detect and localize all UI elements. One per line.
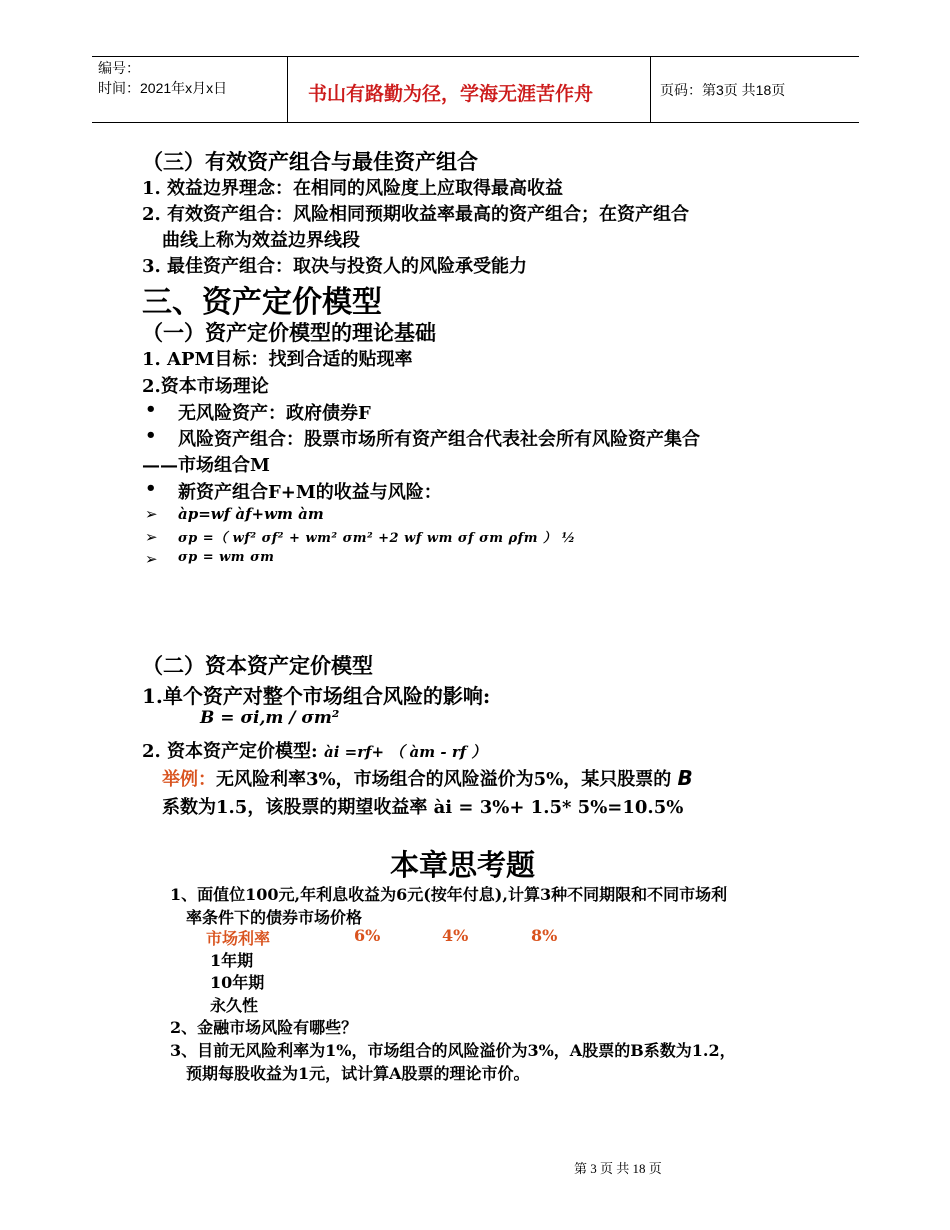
- question-1: 1、面值位100元,年利息收益为6元(按年付息),计算3种不同期限和不同市场利: [170, 885, 728, 904]
- example-text: 无风险利率3%，市场组合的风险溢价为5%，某只股票的: [216, 769, 672, 790]
- formula-beta: B = σi,m / σm²: [200, 708, 340, 728]
- table-header-6: 6%: [354, 926, 381, 945]
- questions-title: 本章思考题: [390, 848, 536, 882]
- table-header-4: 4%: [442, 926, 469, 945]
- list-item: 1. 效益边界理念：在相同的风险度上应取得最高收益: [142, 178, 564, 199]
- bullet-text: 风险资产组合：股票市场所有资产组合代表社会所有风险资产集合: [178, 429, 700, 450]
- table-row-label: 10年期: [210, 973, 265, 992]
- footer-page-number: 第 3 页 共 18 页: [574, 1161, 662, 1176]
- example-line-continuation: 系数为1.5，该股票的期望收益率 ài = 3%+ 1.5* 5%=10.5%: [162, 797, 684, 818]
- list-item: 3. 最佳资产组合：取决与投资人的风险承受能力: [142, 256, 528, 277]
- formula-capm: ài =rf+ （ àm - rf ）: [323, 743, 487, 761]
- example-line: [162, 765, 693, 791]
- bullet-dot: •: [145, 425, 157, 446]
- list-item-continuation: 曲线上称为效益边界线段: [162, 230, 360, 251]
- bullet-dot: •: [145, 399, 157, 420]
- header-time-label: 时间：2021年x月x日: [98, 80, 228, 96]
- bullet-dot: •: [145, 478, 157, 499]
- list-item: 2.资本市场理论: [142, 376, 269, 397]
- bullet-text: 新资产组合F+M的收益与风险：: [178, 482, 442, 503]
- formula-portfolio-risk-simplified: σp = wm σm: [178, 550, 275, 565]
- formula-portfolio-risk: σp =（ wf² σf² + wm² σm² +2 wf wm σf σm ρfm ） ½: [178, 531, 576, 546]
- capm-label: 2. 资本资产定价模型:: [142, 741, 318, 762]
- table-header-rate: 市场利率: [206, 929, 271, 948]
- arrow-bullet-icon: ➢: [145, 550, 158, 568]
- section-heading-capm: （二）资本资产定价模型: [142, 653, 373, 678]
- example-beta-symbol: B: [677, 766, 693, 790]
- header-bottom-rule: [92, 122, 859, 123]
- question-2: 2、金融市场风险有哪些？: [170, 1018, 358, 1037]
- section-heading-efficient-portfolio: （三）有效资产组合与最佳资产组合: [142, 149, 478, 174]
- header-top-rule: [92, 56, 859, 57]
- question-3: 3、目前无风险利率为1%，市场组合的风险溢价为3%，A股票的B系数为1.2，: [170, 1041, 736, 1060]
- header-divider-right: [650, 56, 651, 123]
- arrow-bullet-icon: ➢: [145, 528, 158, 546]
- bullet-text: 无风险资产：政府债券F: [178, 403, 371, 424]
- list-item: 2. 有效资产组合：风险相同预期收益率最高的资产组合；在资产组合: [142, 204, 690, 225]
- question-1-continuation: 率条件下的债券市场价格: [186, 908, 363, 927]
- list-item: 1.单个资产对整个市场组合风险的影响:: [142, 684, 491, 708]
- header-serial-label: 编号：: [98, 60, 140, 76]
- list-item: [142, 737, 486, 763]
- list-item: 1. APM目标：找到合适的贴现率: [142, 349, 413, 370]
- formula-portfolio-return: àp=wf àf+wm àm: [178, 505, 324, 523]
- arrow-bullet-icon: ➢: [145, 505, 158, 523]
- header-page-info: 页码：第3页 共18页: [660, 82, 786, 98]
- section-heading-theory-basis: （一）资产定价模型的理论基础: [142, 320, 436, 345]
- chapter-heading: 三、资产定价模型: [142, 285, 382, 320]
- header-divider-left: [287, 56, 288, 123]
- table-header-8: 8%: [531, 926, 558, 945]
- header-motto: 书山有路勤为径，学海无涯苦作舟: [308, 83, 594, 105]
- question-3-continuation: 预期每股收益为1元，试计算A股票的理论市价。: [186, 1064, 530, 1083]
- table-row-label: 永久性: [210, 996, 259, 1015]
- bullet-text-continuation: ——市场组合M: [142, 455, 270, 476]
- table-row-label: 1年期: [210, 951, 254, 970]
- example-label: 举例：: [162, 769, 216, 790]
